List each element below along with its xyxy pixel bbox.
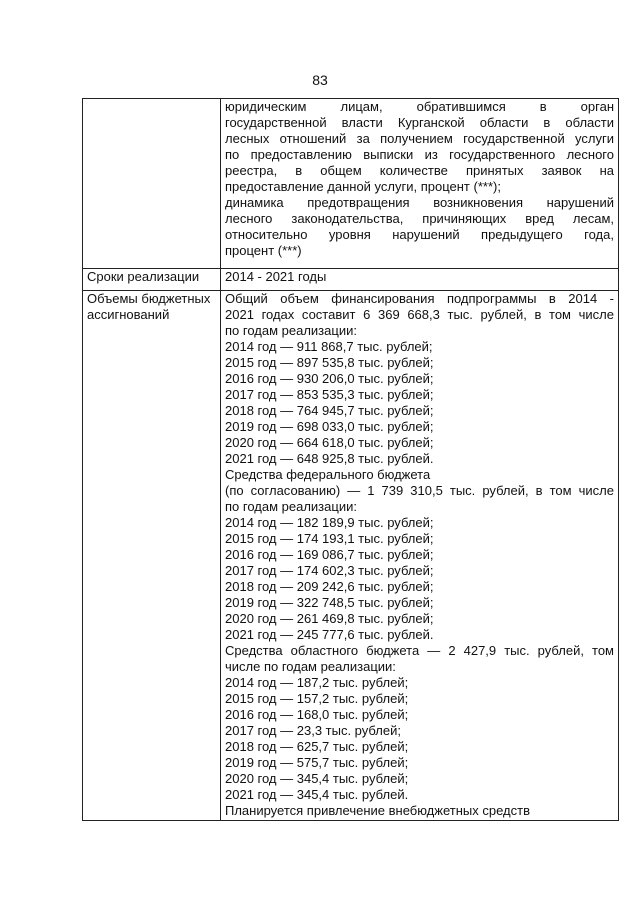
text-line: 2017 год — 174 602,3 тыс. рублей; xyxy=(225,563,434,578)
text-line: реестра, в общем количестве принятых заявок на xyxy=(225,163,614,178)
text-line: 2021 год — 245 777,6 тыс. рублей. xyxy=(225,627,434,642)
text-line: юридическим лицам, обратившимся в орган xyxy=(225,99,614,114)
text-line: 2015 год — 157,2 тыс. рублей; xyxy=(225,691,409,706)
table-row-budget xyxy=(83,291,619,821)
text-line: 2021 годах составит 6 369 668,3 тыс. рублей, в том числе xyxy=(225,307,614,322)
text-line: 2019 год — 322 748,5 тыс. рублей; xyxy=(225,595,434,610)
passport-table xyxy=(82,98,619,821)
text-line: относительно уровня нарушений предыдущего года, xyxy=(225,227,614,242)
text-line: 2014 год — 911 868,7 тыс. рублей; xyxy=(225,339,433,354)
text-line: 2020 год — 345,4 тыс. рублей; xyxy=(225,771,409,786)
text-line: 2016 год — 169 086,7 тыс. рублей; xyxy=(225,547,434,562)
label-line: Объемы бюджетных xyxy=(87,291,211,306)
text-line: 2014 - 2021 годы xyxy=(225,269,327,284)
text-line: 2017 год — 23,3 тыс. рублей; xyxy=(225,723,401,738)
terms-text-cell xyxy=(221,269,619,291)
text-line: 2016 год — 168,0 тыс. рублей; xyxy=(225,707,409,722)
text-line: 2019 год — 698 033,0 тыс. рублей; xyxy=(225,419,434,434)
text-line: числе по годам реализации: xyxy=(225,659,396,674)
table-row-terms xyxy=(83,269,619,291)
text-line: 2014 год — 187,2 тыс. рублей; xyxy=(225,675,409,690)
text-line: 2016 год — 930 206,0 тыс. рублей; xyxy=(225,371,434,386)
text-line: 2020 год — 664 618,0 тыс. рублей; xyxy=(225,435,434,450)
text-line: предоставление данной услуги, процент (***); xyxy=(225,179,501,194)
text-line: 2018 год — 764 945,7 тыс. рублей; xyxy=(225,403,434,418)
text-line: государственной власти Курганской области в области xyxy=(225,115,614,130)
text-line: Средства федерального бюджета xyxy=(225,467,431,482)
text-line: Средства областного бюджета — 2 427,9 тыс. рублей, том xyxy=(225,643,614,658)
label-line: ассигнований xyxy=(87,307,170,322)
row-label-cell xyxy=(83,99,221,269)
text-line: 2020 год — 261 469,8 тыс. рублей; xyxy=(225,611,434,626)
text-line: по годам реализации: xyxy=(225,499,357,514)
text-line: 2018 год — 209 242,6 тыс. рублей; xyxy=(225,579,434,594)
indicators-text-cell xyxy=(221,99,619,269)
text-line: 2014 год — 182 189,9 тыс. рублей; xyxy=(225,515,434,530)
text-line: по предоставлению выписки из государственного лесного xyxy=(225,147,614,162)
text-line: 2021 год — 345,4 тыс. рублей. xyxy=(225,787,409,802)
table-row-indicators xyxy=(83,99,619,269)
text-line: 2019 год — 575,7 тыс. рублей; xyxy=(225,755,409,770)
text-line: Планируется привлечение внебюджетных средств xyxy=(225,803,530,818)
text-line: по годам реализации: xyxy=(225,323,357,338)
page-number: 83 xyxy=(312,72,328,88)
budget-text-cell xyxy=(221,291,619,821)
text-line: лесного законодательства, причиняющих вред лесам, xyxy=(225,211,614,226)
text-line: Общий объем финансирования подпрограммы в 2014 - xyxy=(225,291,614,306)
text-line: динамика предотвращения возникновения нарушений xyxy=(225,195,614,210)
text-line: процент (***) xyxy=(225,243,302,258)
text-line: 2017 год — 853 535,3 тыс. рублей; xyxy=(225,387,434,402)
text-line: 2015 год — 174 193,1 тыс. рублей; xyxy=(225,531,434,546)
row-label-terms: Сроки реализации xyxy=(83,269,221,291)
text-line: 2021 год — 648 925,8 тыс. рублей. xyxy=(225,451,434,466)
text-line: (по согласованию) — 1 739 310,5 тыс. рублей, в том числе xyxy=(225,483,614,498)
text-line: 2018 год — 625,7 тыс. рублей; xyxy=(225,739,409,754)
text-line: лесных отношений за получением государственной услуги xyxy=(225,131,614,146)
row-label-budget xyxy=(83,291,221,821)
text-line: 2015 год — 897 535,8 тыс. рублей; xyxy=(225,355,434,370)
